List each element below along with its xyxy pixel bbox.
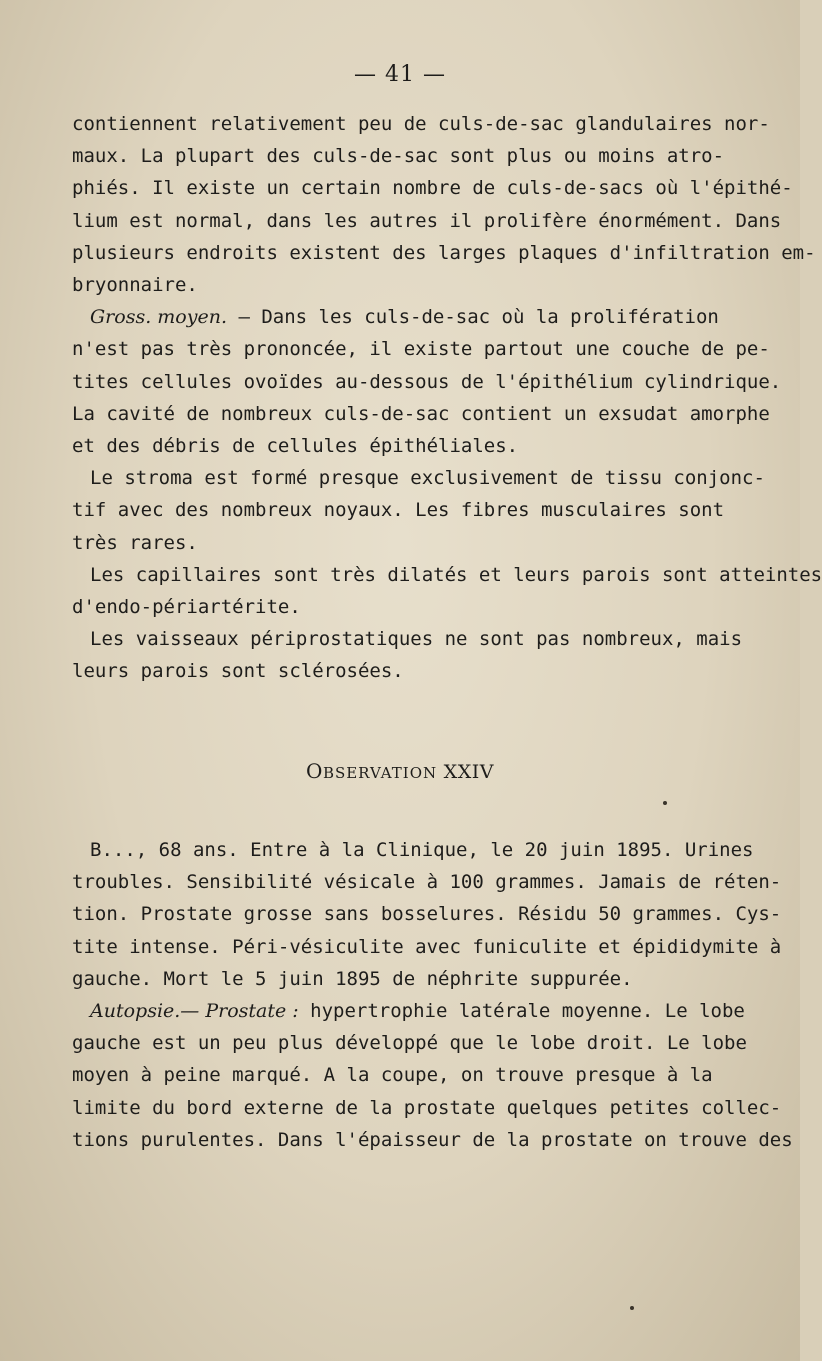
text-line: troubles. Sensibilité vésicale à 100 grammes. Jamais de réten- bbox=[72, 871, 782, 894]
text-line bbox=[72, 995, 745, 1027]
text-line: limite du bord externe de la prostate quelques petites collec- bbox=[72, 1096, 782, 1119]
text-line: lium est normal, dans les autres il prolifère énormément. Dans bbox=[72, 209, 782, 232]
text-line: n'est pas très prononcée, il existe partout une couche de pe- bbox=[72, 338, 770, 361]
text-line: Le stroma est formé presque exclusivement de tissu conjonc- bbox=[90, 467, 765, 490]
text-line: tions purulentes. Dans l'épaisseur de la prostate on trouve des bbox=[72, 1128, 793, 1151]
text-line: La cavité de nombreux culs-de-sac contient un exsudat amorphe bbox=[72, 402, 770, 425]
text-line: tite intense. Péri-vésiculite avec funiculite et épididymite à bbox=[72, 935, 782, 958]
text-line: contiennent relativement peu de culs-de-sac glandulaires nor- bbox=[72, 113, 770, 135]
text-line: Les vaisseaux périprostatiques ne sont pas nombreux, mais bbox=[90, 628, 743, 651]
text-line: moyen à peine marqué. A la coupe, on trouve presque à la bbox=[72, 1064, 713, 1087]
text-line: gauche est un peu plus développé que le lobe droit. Le lobe bbox=[72, 1032, 747, 1055]
text-line: Les capillaires sont très dilatés et leurs parois sont atteintes bbox=[90, 563, 822, 586]
page-number: — 41 — bbox=[354, 62, 446, 87]
paper-speck bbox=[630, 1306, 634, 1310]
text-line: et des débris de cellules épithéliales. bbox=[72, 435, 519, 458]
text-block-upper bbox=[72, 108, 822, 688]
italic-lead: Gross. moyen. bbox=[90, 306, 227, 329]
text-line: d'endo-périartérite. bbox=[72, 596, 301, 619]
italic-lead: Prostate : bbox=[205, 1000, 299, 1023]
text-line: leurs parois sont sclérosées. bbox=[72, 660, 404, 683]
text-block-lower bbox=[72, 834, 793, 1156]
text-line: tion. Prostate grosse sans bosselures. Résidu 50 grammes. Cys- bbox=[72, 903, 782, 926]
text-line: B..., 68 ans. Entre à la Clinique, le 20 juin 1895. Urines bbox=[90, 839, 754, 861]
text-fragment: hypertrophie latérale moyenne. Le lobe bbox=[298, 1000, 745, 1023]
text-line: très rares. bbox=[72, 531, 198, 554]
heading-numeral: XXIV bbox=[443, 761, 494, 783]
text-line: gauche. Mort le 5 juin 1895 de néphrite suppurée. bbox=[72, 967, 633, 990]
observation-heading bbox=[0, 759, 800, 783]
paper-speck bbox=[663, 801, 667, 805]
text-line: tif avec des nombreux noyaux. Les fibres musculaires sont bbox=[72, 499, 725, 522]
text-line bbox=[72, 301, 719, 333]
text-line: maux. La plupart des culs-de-sac sont plus ou moins atro- bbox=[72, 145, 725, 168]
heading-initial: O bbox=[306, 759, 323, 783]
text-line: plusieurs endroits existent des larges plaques d'infiltration em- bbox=[72, 241, 816, 264]
text-line: phiés. Il existe un certain nombre de culs-de-sacs où l'épithé- bbox=[72, 177, 793, 200]
text-line: bryonnaire. bbox=[72, 274, 198, 297]
text-fragment: — Dans les culs-de-sac où la prolifération bbox=[227, 306, 719, 329]
italic-lead: Autopsie.— bbox=[90, 1000, 206, 1023]
heading-word: BSERVATION bbox=[322, 764, 438, 782]
text-line: tites cellules ovoïdes au-dessous de l'épithélium cylindrique. bbox=[72, 370, 782, 393]
